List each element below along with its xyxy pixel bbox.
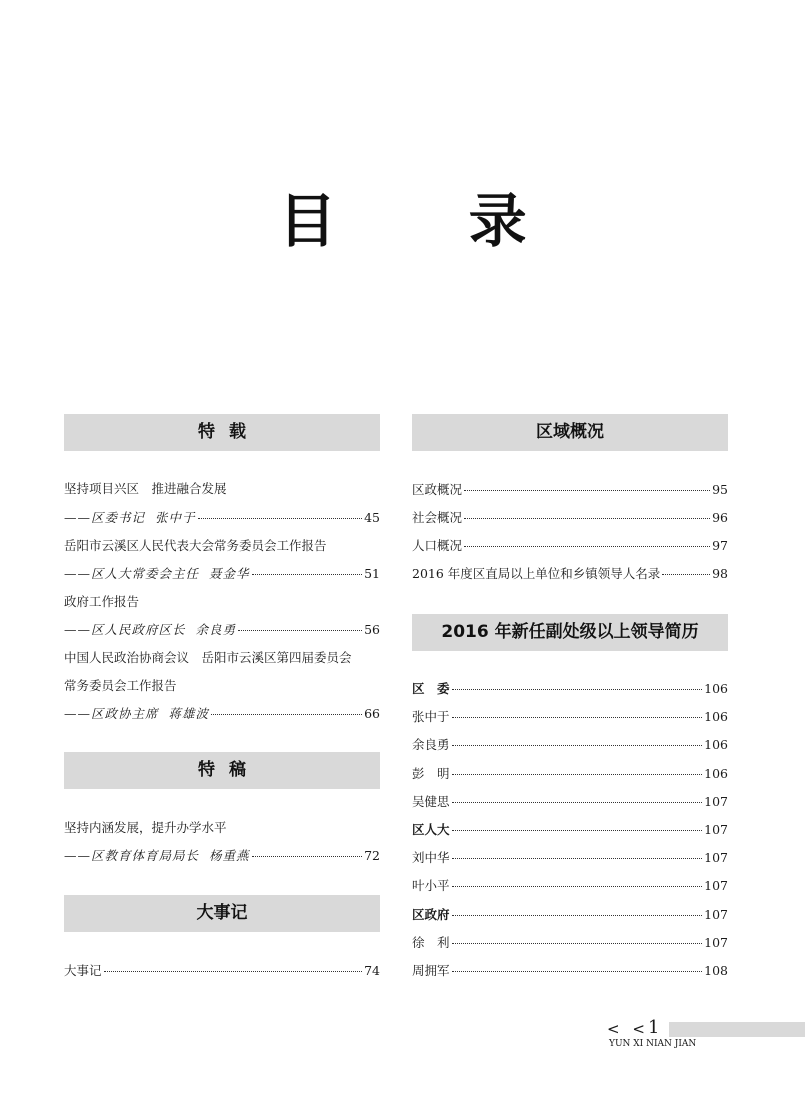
dot-leader — [252, 574, 363, 575]
toc-entry[interactable]: ——区教育体育局局长 杨重燕 72 — [64, 846, 380, 866]
section-header-feature: 特稿 — [64, 752, 380, 789]
toc-entry[interactable]: 区政概况 95 — [412, 480, 728, 500]
page-number: 96 — [712, 510, 728, 525]
dot-leader — [452, 717, 703, 718]
dot-leader — [238, 630, 362, 631]
toc-entry[interactable]: 2016 年度区直局以上单位和乡镇领导人名录 98 — [412, 564, 728, 584]
page-number: 107 — [704, 935, 728, 950]
toc-entry[interactable]: 人口概况 97 — [412, 536, 728, 556]
toc-entry[interactable]: 周拥军 108 — [412, 961, 728, 981]
toc-entry[interactable]: 区 委 106 — [412, 679, 728, 699]
footer-nav-arrows: < < — [607, 1020, 649, 1038]
toc-title-line: 坚持内涵发展，提升办学水平 — [64, 820, 227, 835]
page-number: 95 — [712, 482, 728, 497]
dot-leader — [662, 574, 710, 575]
toc-title-line: 政府工作报告 — [64, 594, 140, 609]
dot-leader — [252, 856, 363, 857]
dot-leader — [452, 858, 703, 859]
section-header-chronicle: 大事记 — [64, 895, 380, 932]
toc-entry[interactable]: 大事记 74 — [64, 961, 380, 981]
toc-entry[interactable]: 彭 明 106 — [412, 764, 728, 784]
toc-entry[interactable]: 吴健思 107 — [412, 792, 728, 812]
toc-title-line: 岳阳市云溪区人民代表大会常务委员会工作报告 — [64, 538, 327, 553]
page-number: 107 — [704, 822, 728, 837]
dot-leader — [452, 886, 703, 887]
page-number: 107 — [704, 794, 728, 809]
toc-entry[interactable]: ——区人大常委会主任 聂金华 51 — [64, 564, 380, 584]
dot-leader — [452, 774, 703, 775]
toc-entry[interactable]: 区政府 107 — [412, 905, 728, 925]
page-number: 98 — [712, 566, 728, 581]
section-header-regional-overview: 区域概况 — [412, 414, 728, 451]
toc-entry[interactable]: ——区委书记 张中于 45 — [64, 508, 380, 528]
dot-leader — [104, 971, 363, 972]
dot-leader — [464, 546, 710, 547]
page-number: 66 — [364, 706, 380, 721]
page-number: 56 — [364, 622, 380, 637]
page-number: 106 — [704, 681, 728, 696]
page-number: 107 — [704, 907, 728, 922]
page-title: 目 录 — [278, 187, 583, 255]
toc-entry[interactable]: ——区政协主席 蒋雄波 66 — [64, 704, 380, 724]
toc-entry[interactable]: ——区人民政府区长 余良勇 56 — [64, 620, 380, 640]
footer-page-number: 1 — [648, 1017, 660, 1038]
toc-title-line: 坚持项目兴区 推进融合发展 — [64, 481, 227, 496]
page-number: 51 — [364, 566, 380, 581]
dot-leader — [211, 714, 362, 715]
page-number: 97 — [712, 538, 728, 553]
footer-brand: YUN XI NIAN JIAN — [609, 1039, 697, 1049]
dot-leader — [452, 802, 703, 803]
section-header-special-report: 特载 — [64, 414, 380, 451]
dot-leader — [198, 518, 363, 519]
page-number: 106 — [704, 766, 728, 781]
dot-leader — [452, 745, 703, 746]
dot-leader — [464, 490, 710, 491]
page-number: 45 — [364, 510, 380, 525]
dot-leader — [452, 830, 703, 831]
page-number: 72 — [364, 848, 380, 863]
footer-bar — [669, 1022, 805, 1037]
page-number: 107 — [704, 850, 728, 865]
dot-leader — [452, 943, 703, 944]
page-number: 106 — [704, 709, 728, 724]
toc-entry[interactable]: 叶小平 107 — [412, 876, 728, 896]
page-number: 107 — [704, 878, 728, 893]
dot-leader — [464, 518, 710, 519]
toc-entry[interactable]: 社会概况 96 — [412, 508, 728, 528]
toc-entry[interactable]: 张中于 106 — [412, 707, 728, 727]
toc-entry[interactable]: 徐 利 107 — [412, 933, 728, 953]
toc-entry[interactable]: 区人大 107 — [412, 820, 728, 840]
section-header-leader-profiles: 2016 年新任副处级以上领导简历 — [412, 614, 728, 651]
dot-leader — [452, 971, 703, 972]
toc-title-line: 常务委员会工作报告 — [64, 678, 177, 693]
toc-entry[interactable]: 刘中华 107 — [412, 848, 728, 868]
page-number: 108 — [704, 963, 728, 978]
dot-leader — [452, 915, 703, 916]
page-number: 74 — [364, 963, 380, 978]
toc-entry[interactable]: 余良勇 106 — [412, 735, 728, 755]
toc-title-line: 中国人民政治协商会议 岳阳市云溪区第四届委员会 — [64, 650, 352, 665]
dot-leader — [452, 689, 703, 690]
page-number: 106 — [704, 737, 728, 752]
